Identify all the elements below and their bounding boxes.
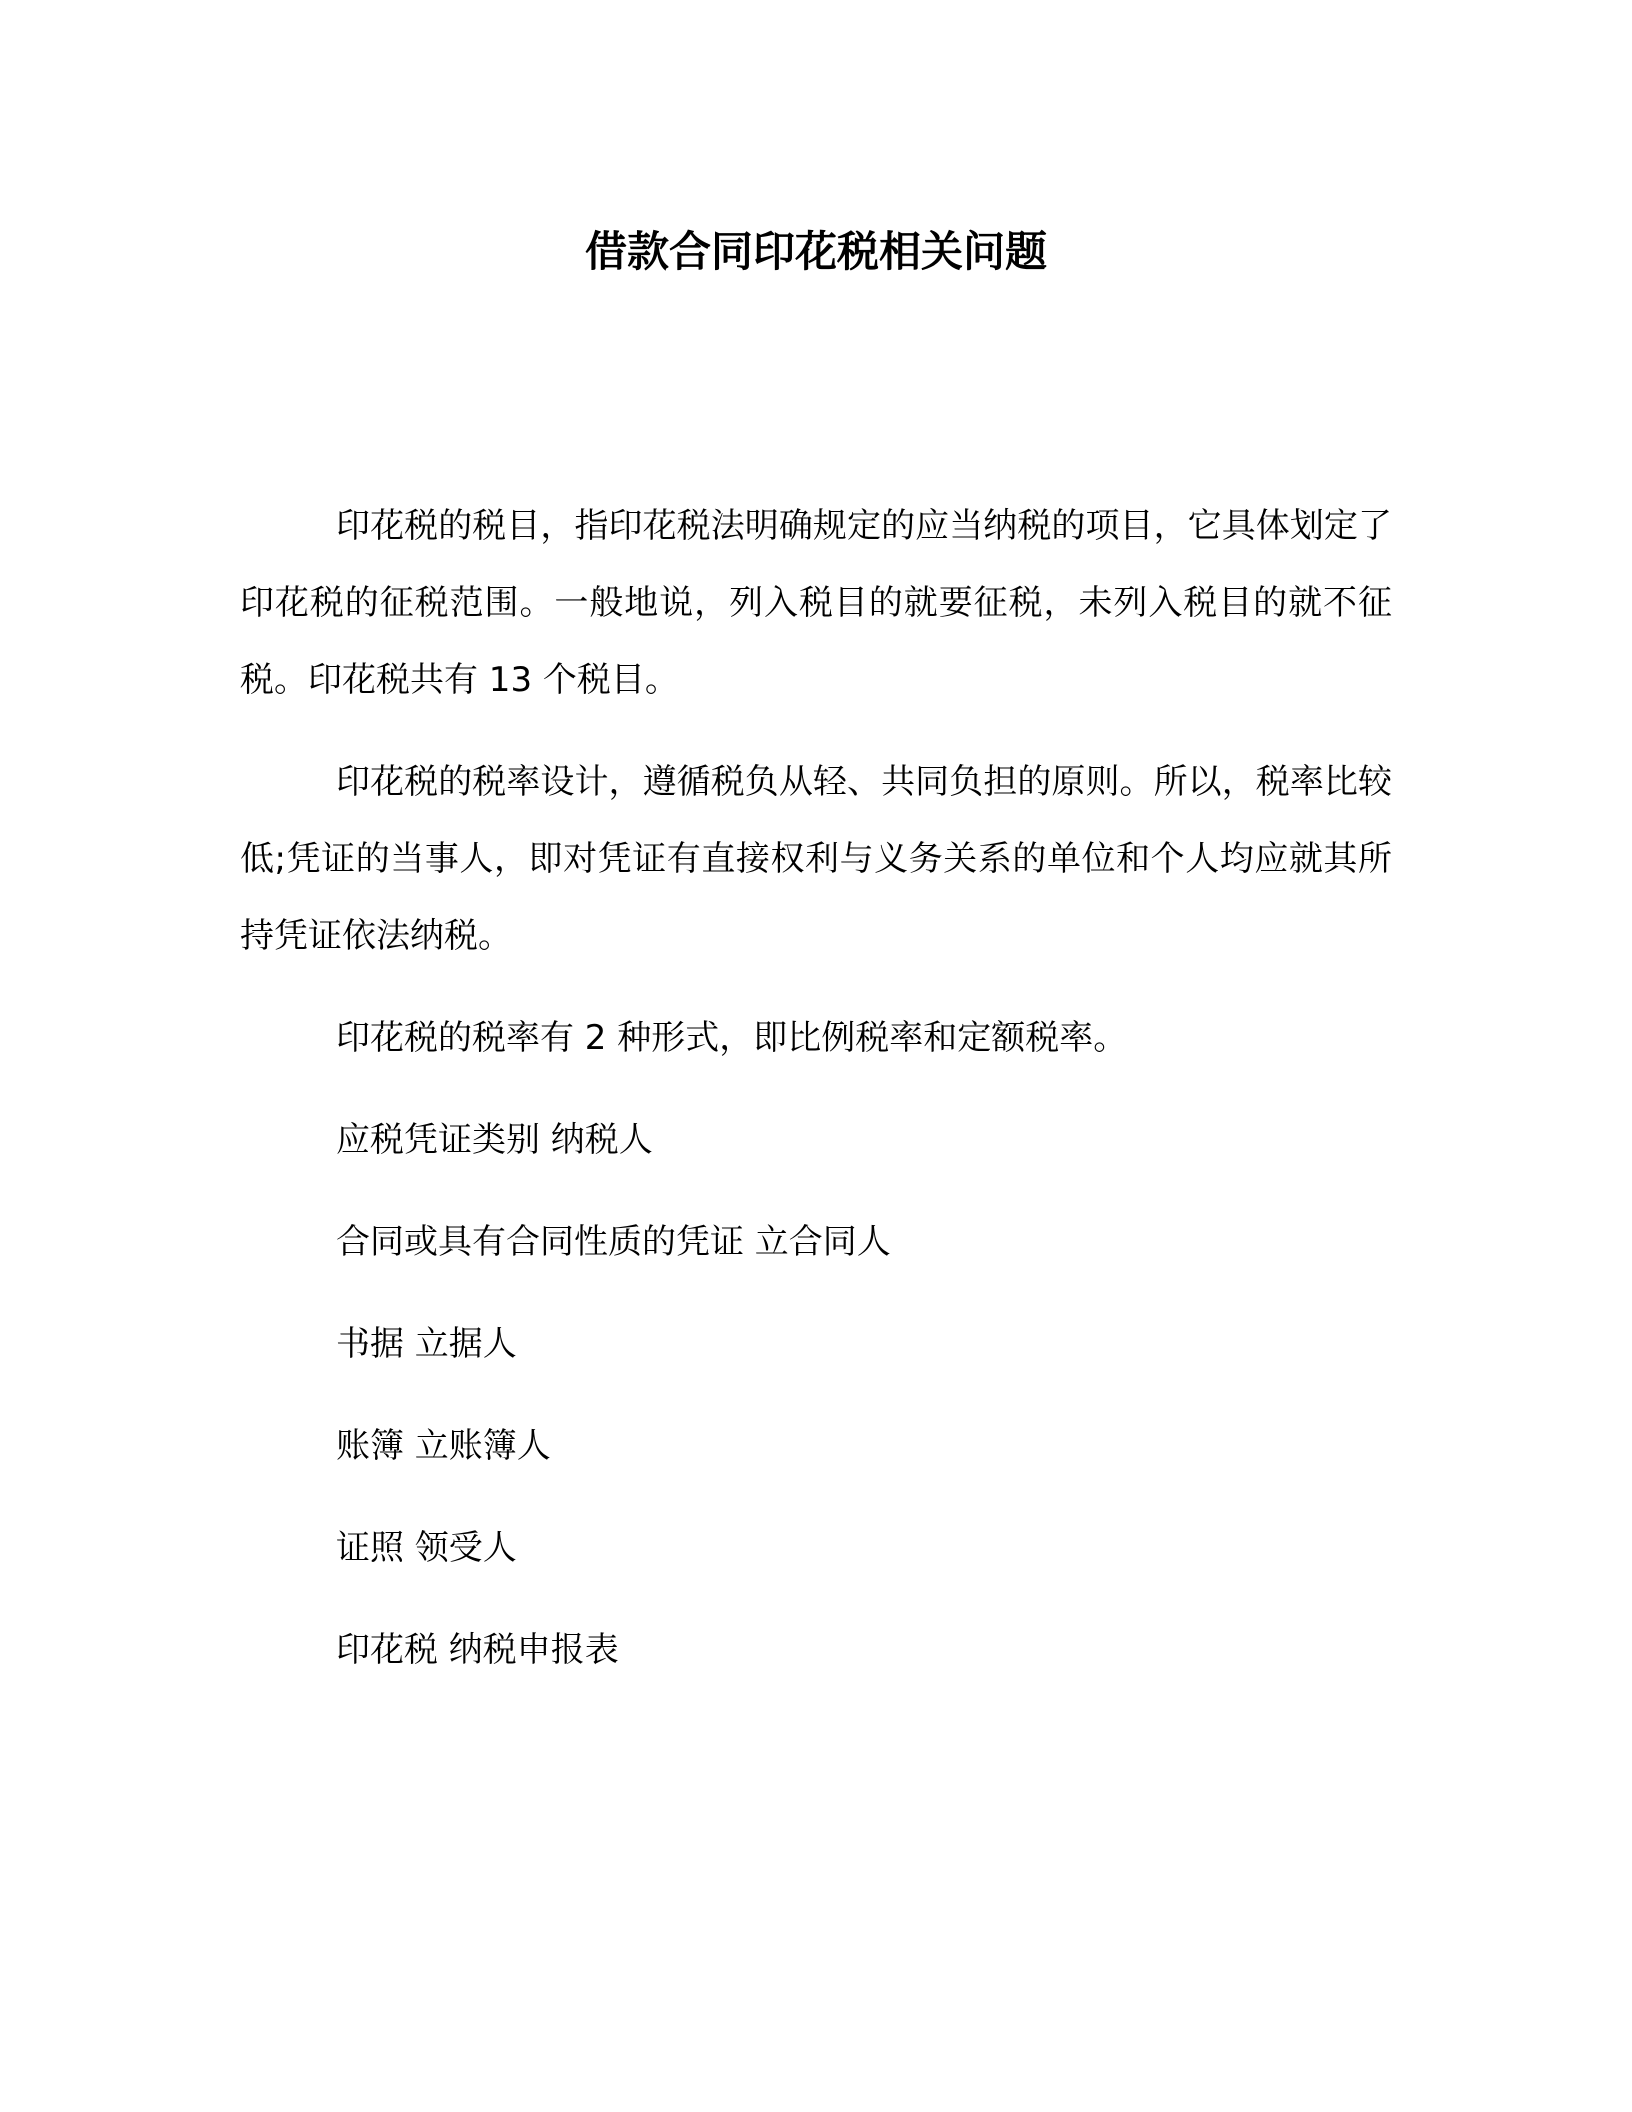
list-item: 账簿 立账簿人 bbox=[336, 1426, 551, 1466]
document-body bbox=[240, 488, 1392, 1714]
paragraph-tax-items: 印花税的税目，指印花税法明确规定的应当纳税的项目，它具体划定了印花税的征税范围。一般地说，列入税目的就要征税，未列入税目的就不征税。印花税共有 13 个税目。 bbox=[240, 506, 1392, 700]
list-item: 书据 立据人 bbox=[336, 1324, 517, 1364]
list-item: 证照 领受人 bbox=[336, 1528, 517, 1568]
list-item: 合同或具有合同性质的凭证 立合同人 bbox=[336, 1222, 891, 1262]
paragraph-tax-rate-design: 印花税的税率设计，遵循税负从轻、共同负担的原则。所以，税率比较低;凭证的当事人，即对凭证有直接权利与义务关系的单位和个人均应就其所持凭证依法纳税。 bbox=[240, 762, 1392, 956]
paragraph-tax-rate-forms: 印花税的税率有 2 种形式，即比例税率和定额税率。 bbox=[336, 1018, 1128, 1058]
list-item: 应税凭证类别 纳税人 bbox=[336, 1120, 653, 1160]
list-item: 印花税 纳税申报表 bbox=[336, 1630, 619, 1670]
page-title: 借款合同印花税相关问题 bbox=[584, 227, 1047, 276]
